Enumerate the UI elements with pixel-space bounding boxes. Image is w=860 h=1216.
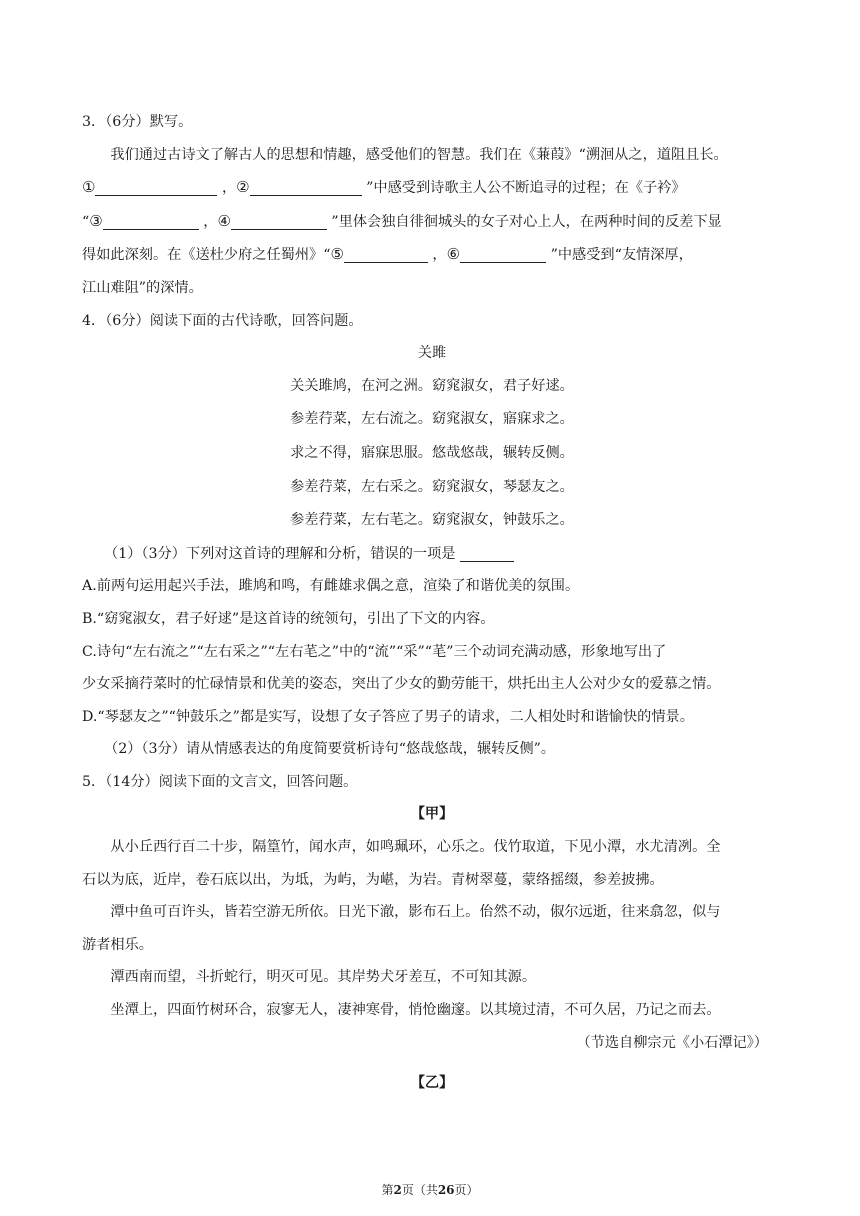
q4-sub1 [82,538,782,571]
poem-line: 参差荇菜，左右流之。窈窕淑女，寤寐求之。 [290,411,574,428]
open-quote: “ [82,213,90,230]
q3-heading: 3．（6分）默写。 [82,114,193,130]
circle-1: ① [82,178,96,197]
circle-3: ③ [89,211,103,230]
q3-line-4-tail: ”中感受到“友情深厚， [550,247,693,264]
option-c-line-1: C.诗句“左右流之”“左右采之”“左右芼之”中的“流”“采”“芼”三个动词充满动感，形象地写出了 [82,643,667,660]
total-pages: 26 [437,1183,455,1197]
q4-heading: 4．（6分）阅读下面的古代诗歌，回答问题。 [82,312,363,329]
comma: ， [203,213,218,230]
section-yi: 【乙】 [410,1075,454,1092]
blank-5[interactable] [344,244,428,263]
blank-6[interactable] [460,244,546,263]
page-content [82,106,782,1100]
footer-text: 页（共 [401,1183,438,1197]
circle-2: ② [236,178,250,197]
q3-line-2-tail: ”中感受到诗歌主人公不断追寻的过程；在《子衿》 [366,180,686,197]
option-a: A.前两句运用起兴手法，雎鸠和鸣，有雌雄求偶之意，渲染了和谐优美的氛围。 [82,578,580,595]
passage-line: 潭中鱼可百许头，皆若空游无所依。日光下澈，影布石上。佁然不动，俶尔远逝，往来翕忽，似与 [110,904,721,921]
q3-line-3 [82,205,782,239]
q4-sub2: （2）（3分）请从情感表达的角度简要赏析诗句“悠哉悠哉，辗转反侧”。 [104,741,556,758]
source-citation: （节选自柳宗元《小石潭记》） [576,1034,768,1051]
q5-heading: 5．（14分）阅读下面的文言文，回答问题。 [82,773,358,790]
page-footer [0,1181,860,1198]
option-c-line-2: 少女采摘荇菜时的忙碌情景和优美的姿态，突出了少女的勤劳能干，烘托出主人公对少女的爱慕之情。 [82,676,721,693]
poem-line: 求之不得，寤寐思服。悠哉悠哉，辗转反侧。 [290,444,574,461]
blank-4[interactable] [231,211,327,230]
page-number: 2 [393,1183,402,1197]
passage-line: 坐潭上，四面竹树环合，寂寥无人，凄神寒骨，悄怆幽邃。以其境过清，不可久居，乃记之而去。 [110,1002,721,1019]
q3-line-4 [82,238,782,272]
comma: ， [432,247,447,264]
circle-6: ⑥ [446,245,461,264]
passage-line: 石以为底，近岸，卷石底以出，为坻，为屿，为嵁，为岩。青树翠蔓，蒙络摇缀，参差披拂。 [82,871,664,888]
q3-line-2 [82,171,782,205]
poem-title: 关雎 [417,345,447,362]
blank-1[interactable] [95,177,217,196]
passage-line: 从小丘西行百二十步，隔篁竹，闻水声，如鸣珮环，心乐之。伐竹取道，下见小潭，水尤清冽。全 [110,839,721,856]
answer-blank[interactable] [460,543,514,562]
poem-line: 参差荇菜，左右采之。窈窕淑女，琴瑟友之。 [290,478,574,495]
poem-line: 关关雎鸠，在河之洲。窈窕淑女，君子好逑。 [290,377,574,394]
q3-line-5: 江山难阻”的深情。 [82,279,203,296]
blank-3[interactable] [103,211,199,230]
section-jia: 【甲】 [410,806,454,823]
poem-line: 参差荇菜，左右芼之。窈窕淑女，钟鼓乐之。 [290,512,574,529]
footer-text: 第 [381,1183,394,1197]
circle-5: ⑤ [330,245,344,264]
blank-2[interactable] [250,177,362,196]
passage-line: 游者相乐。 [82,936,153,953]
option-b: B.“窈窕淑女，君子好逑”是这首诗的统领句，引出了下文的内容。 [82,610,495,627]
comma: ， [221,180,237,197]
q3-line-3-tail: ”里体会独自徘徊城头的女子对心上人，在两种时间的反差下显 [331,213,722,230]
option-d: D.“琴瑟友之”“钟鼓乐之”都是实写，设想了女子答应了男子的请求，二人相处时和谐愉快的情景。 [82,708,694,725]
passage-line: 潭西南而望，斗折蛇行，明灭可见。其岸势犬牙差互，不可知其源。 [110,969,537,986]
circle-4: ④ [217,211,231,230]
q3-line-1: 我们通过古诗文了解古人的思想和情趣，感受他们的智慧。我们在《蒹葭》“溯洄从之，道阻且长。 [110,146,728,163]
q4-sub1-text: （1）（3分）下列对这首诗的理解和分析，错误的一项是 [104,545,456,562]
q3-line-4-head: 得如此深刻。在《送杜少府之任蜀州》“ [82,247,331,264]
footer-text: 页） [454,1183,479,1197]
